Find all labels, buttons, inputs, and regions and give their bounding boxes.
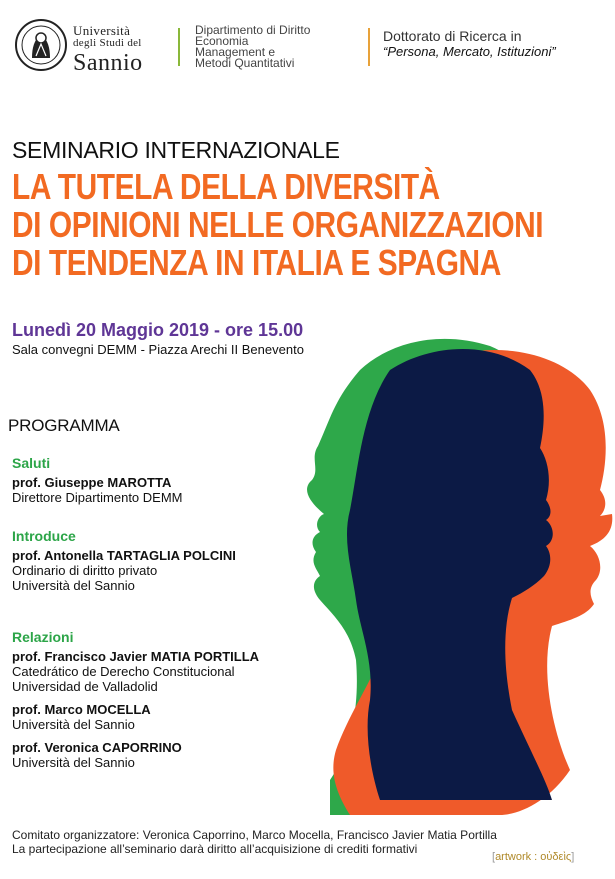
university-seal-logo [14,18,68,72]
artwork-author: οὐδεὶς [540,851,572,863]
credits-note: La partecipazione all’seminario darà diritto all’acquisizione di crediti formativi [12,842,418,856]
profiles-illustration [290,330,615,815]
department-line2: Economia [195,34,249,48]
speaker-name: prof. Veronica CAPORRINO [12,740,182,755]
artwork-label: artwork [495,851,532,863]
header-divider-green [178,28,180,66]
event-title [12,168,543,282]
speaker-affiliation: Università del Sannio [12,755,135,770]
program-section-saluti [12,456,183,505]
section-heading: Saluti [12,455,51,471]
doctorate-line2: “Persona, Mercato, Istituzioni” [383,44,556,59]
speaker-affiliation: Università del Sannio [12,717,135,732]
speaker-affiliation: Universidad de Valladolid [12,679,158,694]
event-title-line1: LA TUTELA DELLA DIVERSITÀ [12,166,440,207]
footer [12,828,497,856]
navy-overlap-silhouette [347,349,553,800]
program-section-relazioni [12,630,259,770]
department-line4: Metodi Quantitativi [195,56,295,70]
speaker-name: prof. Antonella TARTAGLIA POLCINI [12,548,236,563]
doctorate-line1: Dottorato di Ricerca in [383,28,522,44]
speaker-role: Ordinario di diritto privato [12,563,158,578]
event-kicker: SEMINARIO INTERNAZIONALE [12,137,340,163]
speaker-role: Catedrático de Derecho Constitucional [12,664,235,679]
artwork-credit: [artwork : οὐδεὶς] [492,851,575,863]
department-name [195,25,310,69]
event-title-line3: DI TENDENZA IN ITALIA E SPAGNA [12,242,501,283]
event-title-line2: DI OPINIONI NELLE ORGANIZZAZIONI [12,204,544,245]
organizing-committee: Comitato organizzatore: Veronica Caporrino, Marco Mocella, Francisco Javier Matia Portilla [12,828,497,842]
event-venue: Sala convegni DEMM - Piazza Arechi II Benevento [12,342,304,357]
speaker-role: Direttore Dipartimento DEMM [12,490,183,505]
header [0,0,615,80]
speaker-name: prof. Giuseppe MAROTTA [12,475,172,490]
university-line1: Università [73,23,131,38]
event-date-time: Lunedì 20 Maggio 2019 - ore 15.00 [12,320,304,340]
speaker-affiliation: Università del Sannio [12,578,135,593]
header-divider-orange [368,28,370,66]
doctorate-name [383,28,556,60]
speaker-name: prof. Marco MOCELLA [12,702,151,717]
department-line3: Management e [195,45,276,59]
university-line2: degli Studi del [73,37,142,49]
program-heading: PROGRAMMA [8,416,120,435]
university-line3: Sannio [73,50,143,76]
university-name [73,24,143,75]
section-heading: Relazioni [12,629,74,645]
speaker-name: prof. Francisco Javier MATIA PORTILLA [12,649,260,664]
program-section-introduce [12,529,236,593]
department-line1: Dipartimento di Diritto [195,23,311,37]
section-heading: Introduce [12,528,76,544]
